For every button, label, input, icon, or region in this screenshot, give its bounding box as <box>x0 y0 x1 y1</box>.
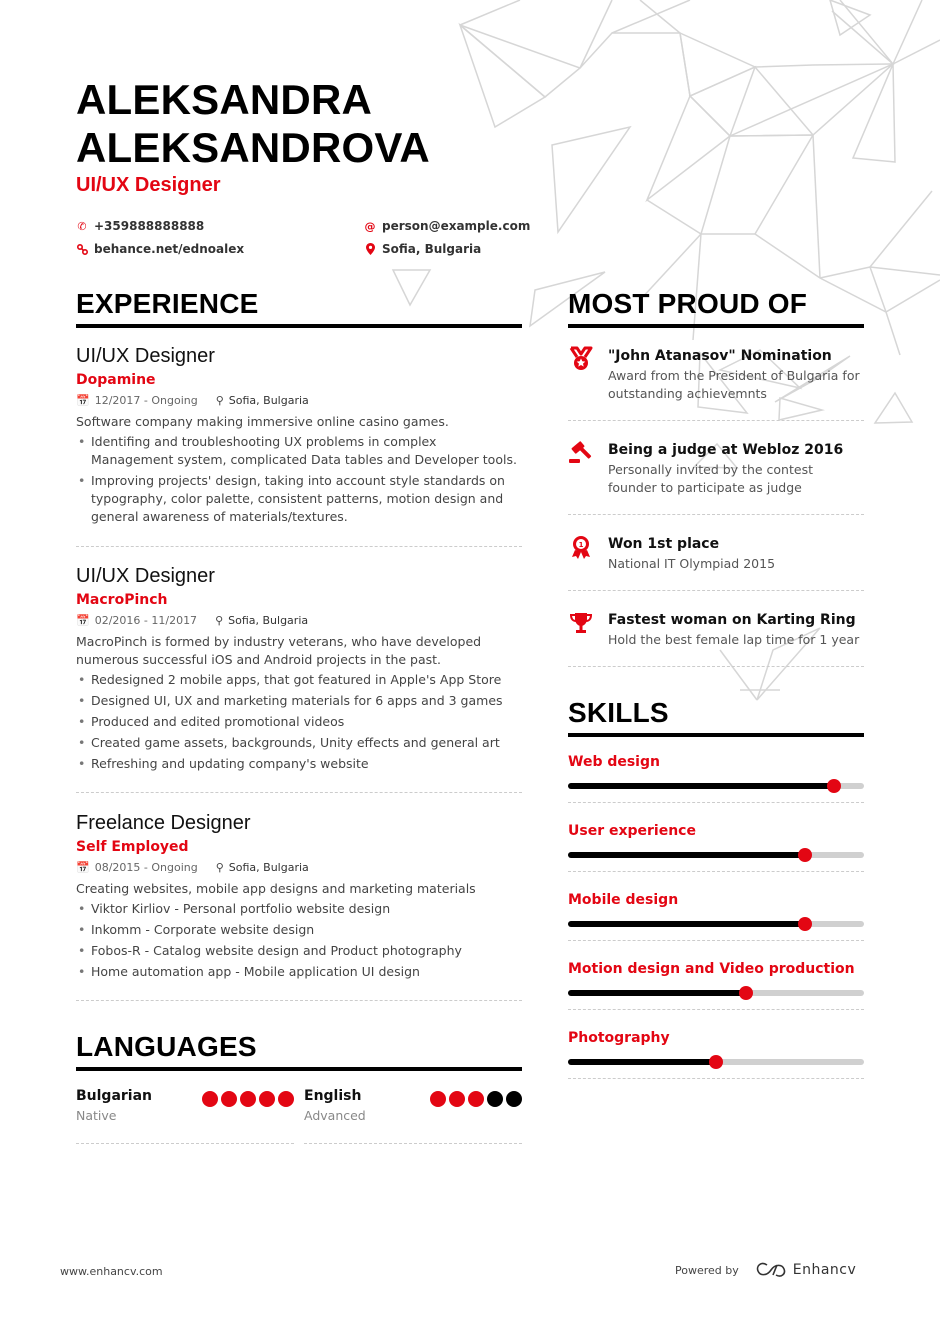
divider <box>568 871 864 872</box>
footer-powered-by[interactable] <box>675 1262 856 1278</box>
phone-icon: ✆ <box>77 219 87 233</box>
candidate-name <box>76 76 430 172</box>
skills-heading: SKILLS <box>568 697 669 728</box>
skill-bar <box>568 783 864 789</box>
powered-by-label: Powered by <box>675 1263 739 1277</box>
language-rating <box>202 1091 294 1107</box>
skill-bar <box>568 921 864 927</box>
divider <box>76 792 522 793</box>
website-link[interactable]: behance.net/ednoalex <box>94 242 245 256</box>
rating-dot-empty <box>487 1091 503 1107</box>
job-title: UI/UX Designer <box>76 565 215 587</box>
job-location: Sofia, Bulgaria <box>228 861 309 874</box>
skill-bar <box>568 1059 864 1065</box>
divider <box>568 802 864 803</box>
experience-rule <box>76 324 522 328</box>
rating-dot-filled <box>468 1091 484 1107</box>
proud-description: Hold the best female lap time for 1 year <box>608 632 860 647</box>
skill-bar <box>568 990 864 996</box>
map-pin-icon: ⚲ <box>215 861 224 874</box>
experience-heading: EXPERIENCE <box>76 288 259 319</box>
job-bullets <box>76 671 522 773</box>
contact-location <box>364 242 481 256</box>
job-dates: 08/2015 - Ongoing <box>94 861 198 874</box>
proud-rule <box>568 324 864 328</box>
job-bullet: • Produced and edited promotional videos <box>76 713 522 731</box>
proud-description: National IT Olympiad 2015 <box>608 556 776 571</box>
at-icon: @ <box>364 219 376 233</box>
languages-rule <box>76 1067 522 1071</box>
proud-item <box>568 610 864 649</box>
skills-rule <box>568 733 864 737</box>
enhancv-logo-icon <box>755 1262 787 1278</box>
calendar-icon: 📅 <box>76 394 90 407</box>
job-meta <box>76 860 522 876</box>
rating-dot-filled <box>240 1091 256 1107</box>
proud-title: Fastest woman on Karting Ring <box>608 612 856 628</box>
job-bullet: • Designed UI, UX and marketing materials for 6 apps and 3 games <box>76 692 522 710</box>
rating-dot-filled <box>202 1091 218 1107</box>
divider <box>568 420 864 421</box>
skill-name: Mobile design <box>568 892 679 908</box>
job-entry <box>76 564 522 776</box>
job-bullet: • Created game assets, backgrounds, Unity effects and general art <box>76 734 522 752</box>
phone-text: +359888888888 <box>94 219 205 233</box>
name-line-1: ALEKSANDRA <box>76 76 372 123</box>
skill-bar-knob <box>798 917 812 931</box>
job-bullet: • Fobos-R - Catalog website design and Product photography <box>76 942 522 960</box>
skill-bar-knob <box>709 1055 723 1069</box>
language-name: Bulgarian <box>76 1088 153 1104</box>
rating-dot-filled <box>430 1091 446 1107</box>
divider <box>76 546 522 547</box>
proud-title: Won 1st place <box>608 536 720 552</box>
divider <box>76 1000 522 1001</box>
job-description: Creating websites, mobile app designs and marketing materials <box>76 881 476 896</box>
rating-dot-empty <box>506 1091 522 1107</box>
award-ribbon-icon <box>568 534 596 558</box>
skill-bar-fill <box>568 852 805 858</box>
language-rating <box>430 1091 522 1107</box>
rating-dot-filled <box>449 1091 465 1107</box>
rating-dot-filled <box>221 1091 237 1107</box>
job-bullets <box>76 433 522 526</box>
proud-heading: MOST PROUD OF <box>568 288 808 319</box>
job-bullet: • Refreshing and updating company's website <box>76 755 522 773</box>
job-bullets <box>76 900 522 981</box>
job-location: Sofia, Bulgaria <box>228 394 309 407</box>
job-location: Sofia, Bulgaria <box>228 614 309 627</box>
skill-bar-knob <box>739 986 753 1000</box>
proud-item <box>568 440 864 497</box>
medal-icon <box>568 346 596 370</box>
language-item <box>304 1088 522 1123</box>
skill-item <box>568 821 864 858</box>
location-text: Sofia, Bulgaria <box>382 242 482 256</box>
divider <box>568 514 864 515</box>
skill-item <box>568 752 864 789</box>
job-bullet: • Viktor Kirliov - Personal portfolio website design <box>76 900 522 918</box>
skill-name: Photography <box>568 1030 670 1046</box>
job-bullet: • Inkomm - Corporate website design <box>76 921 522 939</box>
company-name: Dopamine <box>76 372 156 388</box>
job-entry <box>76 811 522 984</box>
skill-bar-knob <box>827 779 841 793</box>
proud-title: "John Atanasov" Nomination <box>608 348 832 364</box>
calendar-icon: 📅 <box>76 614 90 627</box>
rating-dot-filled <box>259 1091 275 1107</box>
footer-website-link[interactable]: www.enhancv.com <box>60 1265 163 1278</box>
job-title: Freelance Designer <box>76 812 251 834</box>
divider <box>568 666 864 667</box>
divider <box>304 1143 522 1144</box>
skill-item <box>568 1028 864 1065</box>
skill-bar-fill <box>568 990 746 996</box>
language-level: Advanced <box>304 1108 366 1123</box>
contact-email[interactable] <box>364 219 530 233</box>
skill-name: Web design <box>568 754 660 770</box>
job-meta <box>76 393 522 409</box>
skill-item <box>568 959 864 996</box>
name-line-2: ALEKSANDROVA <box>76 124 430 171</box>
job-meta <box>76 613 522 629</box>
email-link[interactable]: person@example.com <box>382 219 531 233</box>
candidate-title: UI/UX Designer <box>76 174 221 196</box>
calendar-icon: 📅 <box>76 861 90 874</box>
language-item <box>76 1088 294 1123</box>
company-name: Self Employed <box>76 839 189 855</box>
gavel-icon <box>568 440 596 464</box>
skill-bar-fill <box>568 783 834 789</box>
languages-heading: LANGUAGES <box>76 1031 257 1062</box>
skill-name: User experience <box>568 823 696 839</box>
divider <box>76 1143 294 1144</box>
divider <box>568 940 864 941</box>
map-pin-icon <box>364 243 376 255</box>
divider <box>568 590 864 591</box>
skill-bar-fill <box>568 1059 716 1065</box>
job-title: UI/UX Designer <box>76 345 215 367</box>
proud-item <box>568 534 864 573</box>
rating-dot-filled <box>278 1091 294 1107</box>
job-description: Software company making immersive online casino games. <box>76 414 449 429</box>
skill-name: Motion design and Video production <box>568 961 855 977</box>
skill-bar <box>568 852 864 858</box>
contact-website[interactable] <box>76 242 244 256</box>
job-bullet: • Identifing and troubleshooting UX problems in complex Management system, complicated Data tables and Developer tools. <box>76 433 522 469</box>
skill-item <box>568 890 864 927</box>
map-pin-icon: ⚲ <box>215 614 224 627</box>
divider <box>568 1009 864 1010</box>
divider <box>568 1078 864 1079</box>
map-pin-icon: ⚲ <box>215 394 224 407</box>
job-dates: 12/2017 - Ongoing <box>94 394 198 407</box>
job-entry <box>76 344 522 529</box>
proud-title: Being a judge at Webloz 2016 <box>608 442 844 458</box>
job-dates: 02/2016 - 11/2017 <box>94 614 198 627</box>
job-bullet: • Redesigned 2 mobile apps, that got featured in Apple's App Store <box>76 671 522 689</box>
contact-phone <box>76 219 204 233</box>
job-description: MacroPinch is formed by industry veterans, who have developed numerous successful iOS and Android projects in the past. <box>76 634 482 667</box>
svg-text:1: 1 <box>578 541 584 549</box>
job-bullet: • Home automation app - Mobile application UI design <box>76 963 522 981</box>
enhancv-brand: Enhancv <box>792 1262 857 1278</box>
skill-bar-knob <box>798 848 812 862</box>
proud-description: Personally invited by the contest founder to participate as judge <box>608 462 813 495</box>
proud-item <box>568 346 864 403</box>
proud-description: Award from the President of Bulgaria for outstanding achievemnts <box>608 368 860 401</box>
language-level: Native <box>76 1108 117 1123</box>
job-bullet: • Improving projects' design, taking into account style standards on typography, color palette, consistent patterns, motion design and general awareness of materials/textures. <box>76 472 522 526</box>
trophy-icon <box>568 610 596 634</box>
link-icon <box>76 244 88 255</box>
language-name: English <box>304 1088 362 1104</box>
company-name: MacroPinch <box>76 592 168 608</box>
skill-bar-fill <box>568 921 805 927</box>
